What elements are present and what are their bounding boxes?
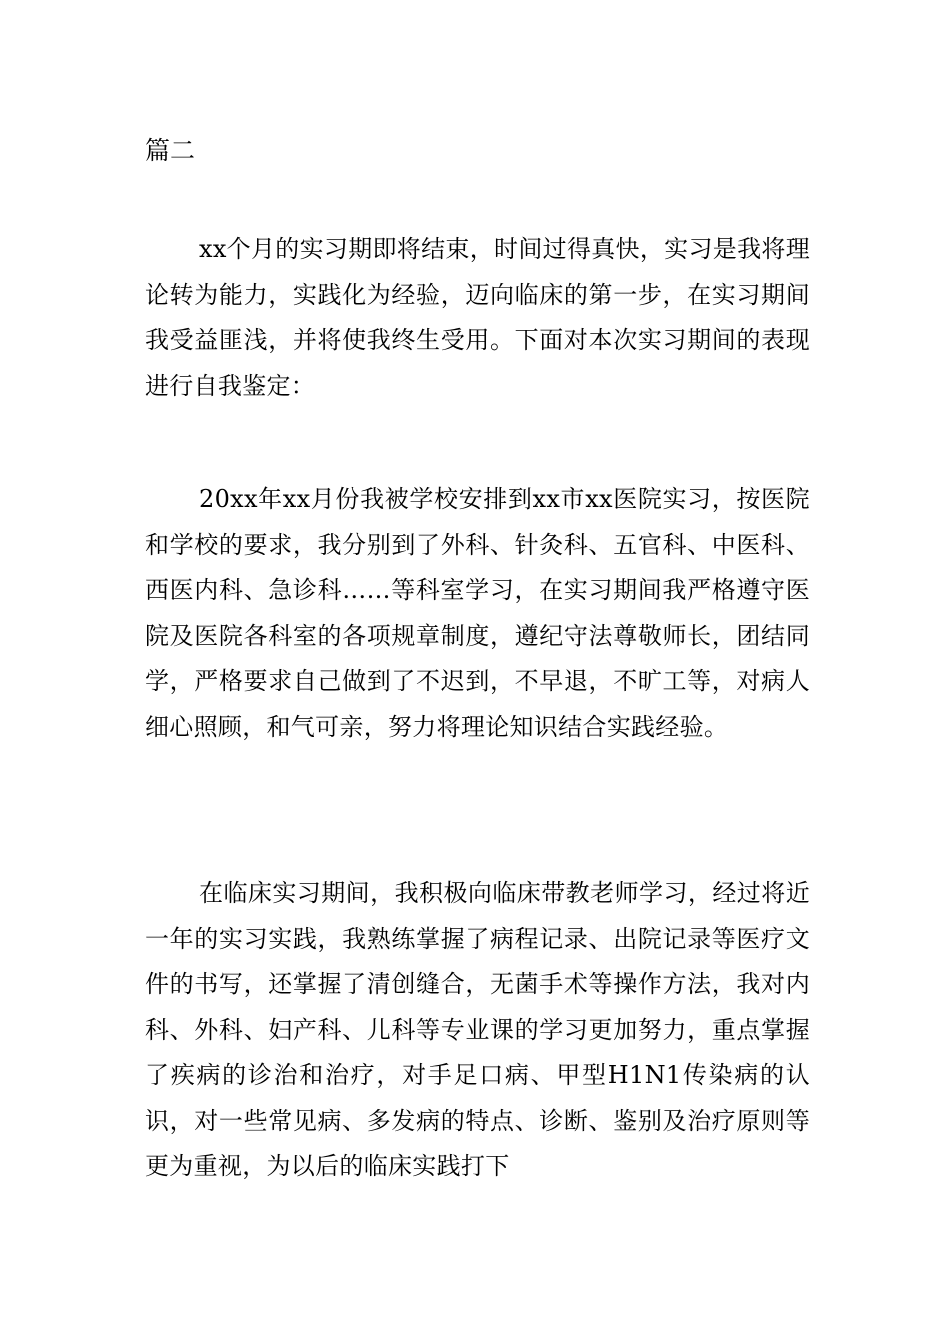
paragraph-intro: xx个月的实习期即将结束，时间过得真快，实习是我将理论转为能力，实践化为经验，迈向临床的第一步，在实习期间我受益匪浅，并将使我终生受用。下面对本次实习期间的表现进行自我鉴定： — [145, 235, 810, 400]
paragraph-clinical-learning: 在临床实习期间，我积极向临床带教老师学习，经过将近一年的实习实践，我熟练掌握了病程记录、出院记录等医疗文件的书写，还掌握了清创缝合，无菌手术等操作方法，我对内科、外科、妇产科、儿科等专业课的学习更加努力，重点掌握了疾病的诊治和治疗，对手足口病、甲型H1N1传染病的认识，对一些常见病、多发病的特点、诊断、鉴别及治疗原则等更为重视，为以后的临床实践打下 — [145, 879, 810, 1180]
paragraph-internship-arrangement: 20xx年xx月份我被学校安排到xx市xx医院实习，按医院和学校的要求，我分别到了外科、针灸科、五官科、中医科、西医内科、急诊科……等科室学习，在实习期间我严格遵守医院及医院各科室的各项规章制度，遵纪守法尊敬师长，团结同学，严格要求自己做到了不迟到，不早退，不旷工等，对病人细心照顾，和气可亲，努力将理论知识结合实践经验。 — [145, 485, 810, 741]
section-heading: 篇二 — [145, 136, 196, 165]
